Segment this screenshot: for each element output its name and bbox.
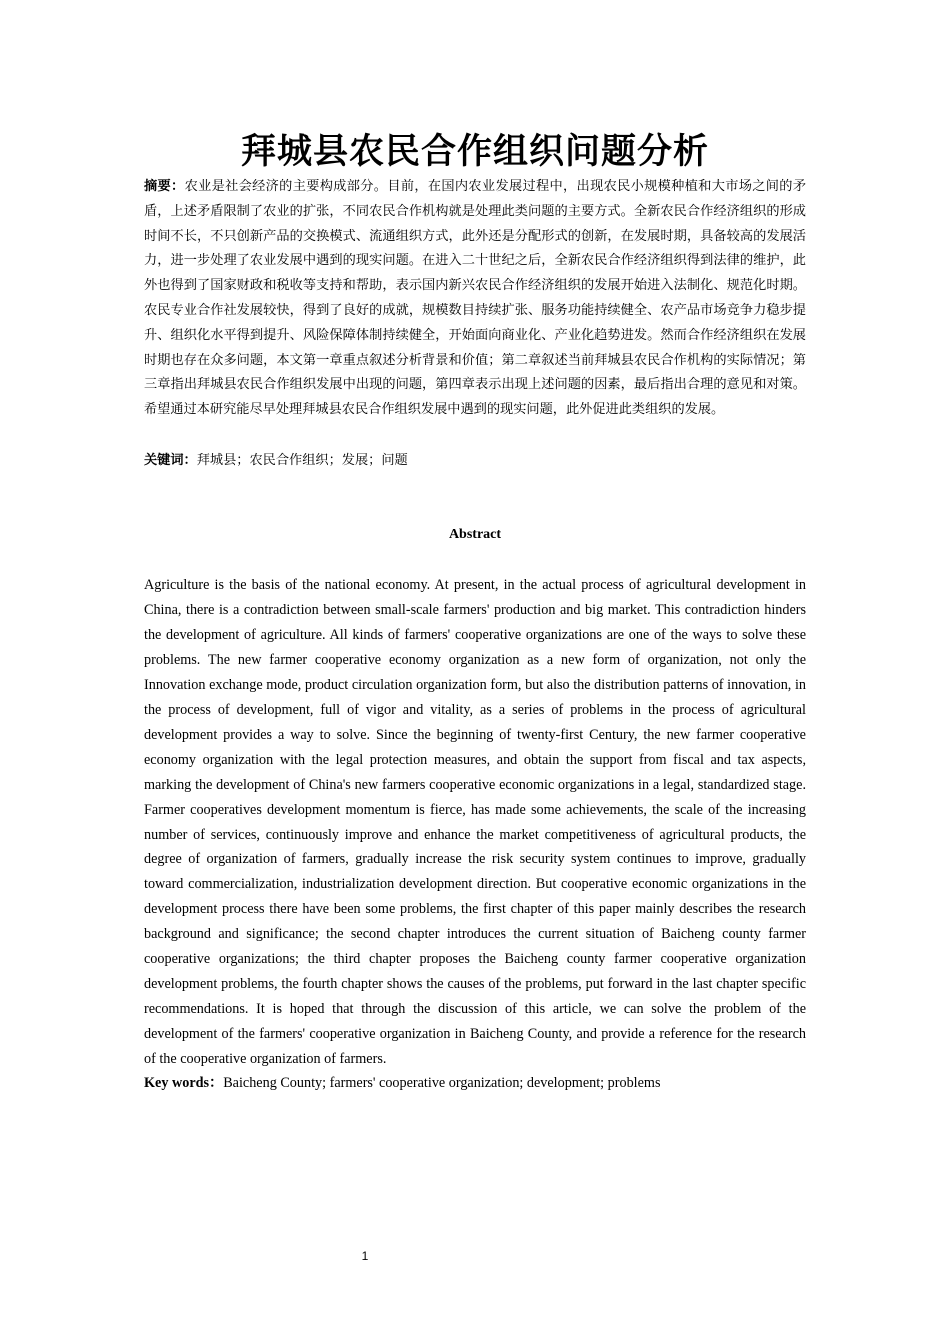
chinese-abstract bbox=[144, 175, 806, 423]
english-abstract-text: Agriculture is the basis of the national economy. At present, in the actual process of agricultural development in China, there is a contradiction between small-scale farmers' production and big market. This contradiction hinders the development of agriculture. All kinds of farmers' cooperative organizations are one of the ways to solve these problems. The new farmer cooperative economy organization as a new form of organization, not only the Innovation exchange mode, product circulation organization form, but also the distribution patterns of innovation, in the process of development, full of vigor and vitality, as a series of problems in the process of agricultural development provides a way to solve. Since the beginning of twenty-first Century, the new farmer cooperative economy organization with the legal protection measures, and obtain the support from fiscal and tax aspects, marking the development of China's new farmers cooperative economic organizations in a legal, standardized stage. Farmer cooperatives development momentum is fierce, has made some achievements, the scale of the increasing number of services, continuously improve and enhance the market competitiveness of agricultural products, the degree of organization of farmers, gradually increase the risk security system continues to improve, gradually toward commercialization, industrialization development direction. But cooperative economic organizations in the development process there have been some problems, the first chapter of this paper mainly describes the research background and significance; the second chapter introduces the current situation of Baicheng county farmer cooperative organizations; the third chapter proposes the Baicheng county farmer cooperative organization development problems, the fourth chapter shows the causes of the problems, put forward in the last chapter specific recommendations. It is hoped that through the discussion of this article, we can solve the problem of the development of the farmers' cooperative organization in Baicheng County, and provide a reference for the research of the cooperative organization of farmers. bbox=[144, 577, 806, 1068]
english-abstract-heading: Abstract bbox=[448, 527, 502, 542]
chinese-keywords-text: 拜城县；农民合作组织；发展；问题 bbox=[196, 453, 408, 468]
page-title: 拜城县农民合作组织问题分析 bbox=[240, 132, 709, 172]
chinese-keywords-label: 关键词： bbox=[144, 453, 197, 468]
chinese-keywords bbox=[144, 449, 806, 474]
chinese-abstract-label: 摘要： bbox=[144, 179, 185, 194]
english-keywords bbox=[144, 1071, 806, 1096]
english-keywords-label: Key words： bbox=[144, 1075, 224, 1091]
page-number: 1 bbox=[361, 1249, 369, 1263]
chinese-abstract-text: 农业是社会经济的主要构成部分。目前，在国内农业发展过程中，出现农民小规模种植和大市场之间的矛盾，上述矛盾限制了农业的扩张，不同农民合作机构就是处理此类问题的主要方式。全新农民合作经济组织的形成时间不长，不只创新产品的交换模式、流通组织方式，此外还是分配形式的创新，在发展时期，具备较高的发展活力，进一步处理了农业发展中遇到的现实问题。在进入二十世纪之后，全新农民合作经济组织得到法律的维护，此外也得到了国家财政和税收等支持和帮助，表示国内新兴农民合作经济组织的发展开始进入法制化、规范化时期。农民专业合作社发展较快，得到了良好的成就，规模数目持续扩张、服务功能持续健全、农产品市场竞争力稳步提升、组织化水平得到提升、风险保障体制持续健全，开始面向商业化、产业化趋势进发。然而合作经济组织在发展时期也存在众多问题，本文第一章重点叙述分析背景和价值；第二章叙述当前拜城县农民合作机构的实际情况；第三章指出拜城县农民合作组织发展中出现的问题，第四章表示出现上述问题的因素，最后指出合理的意见和对策。希望通过本研究能尽早处理拜城县农民合作组织发展中遇到的现实问题，此外促进此类组织的发展。 bbox=[144, 179, 807, 418]
english-keywords-text: Baicheng County; farmers' cooperative organization; development; problems bbox=[223, 1075, 661, 1091]
